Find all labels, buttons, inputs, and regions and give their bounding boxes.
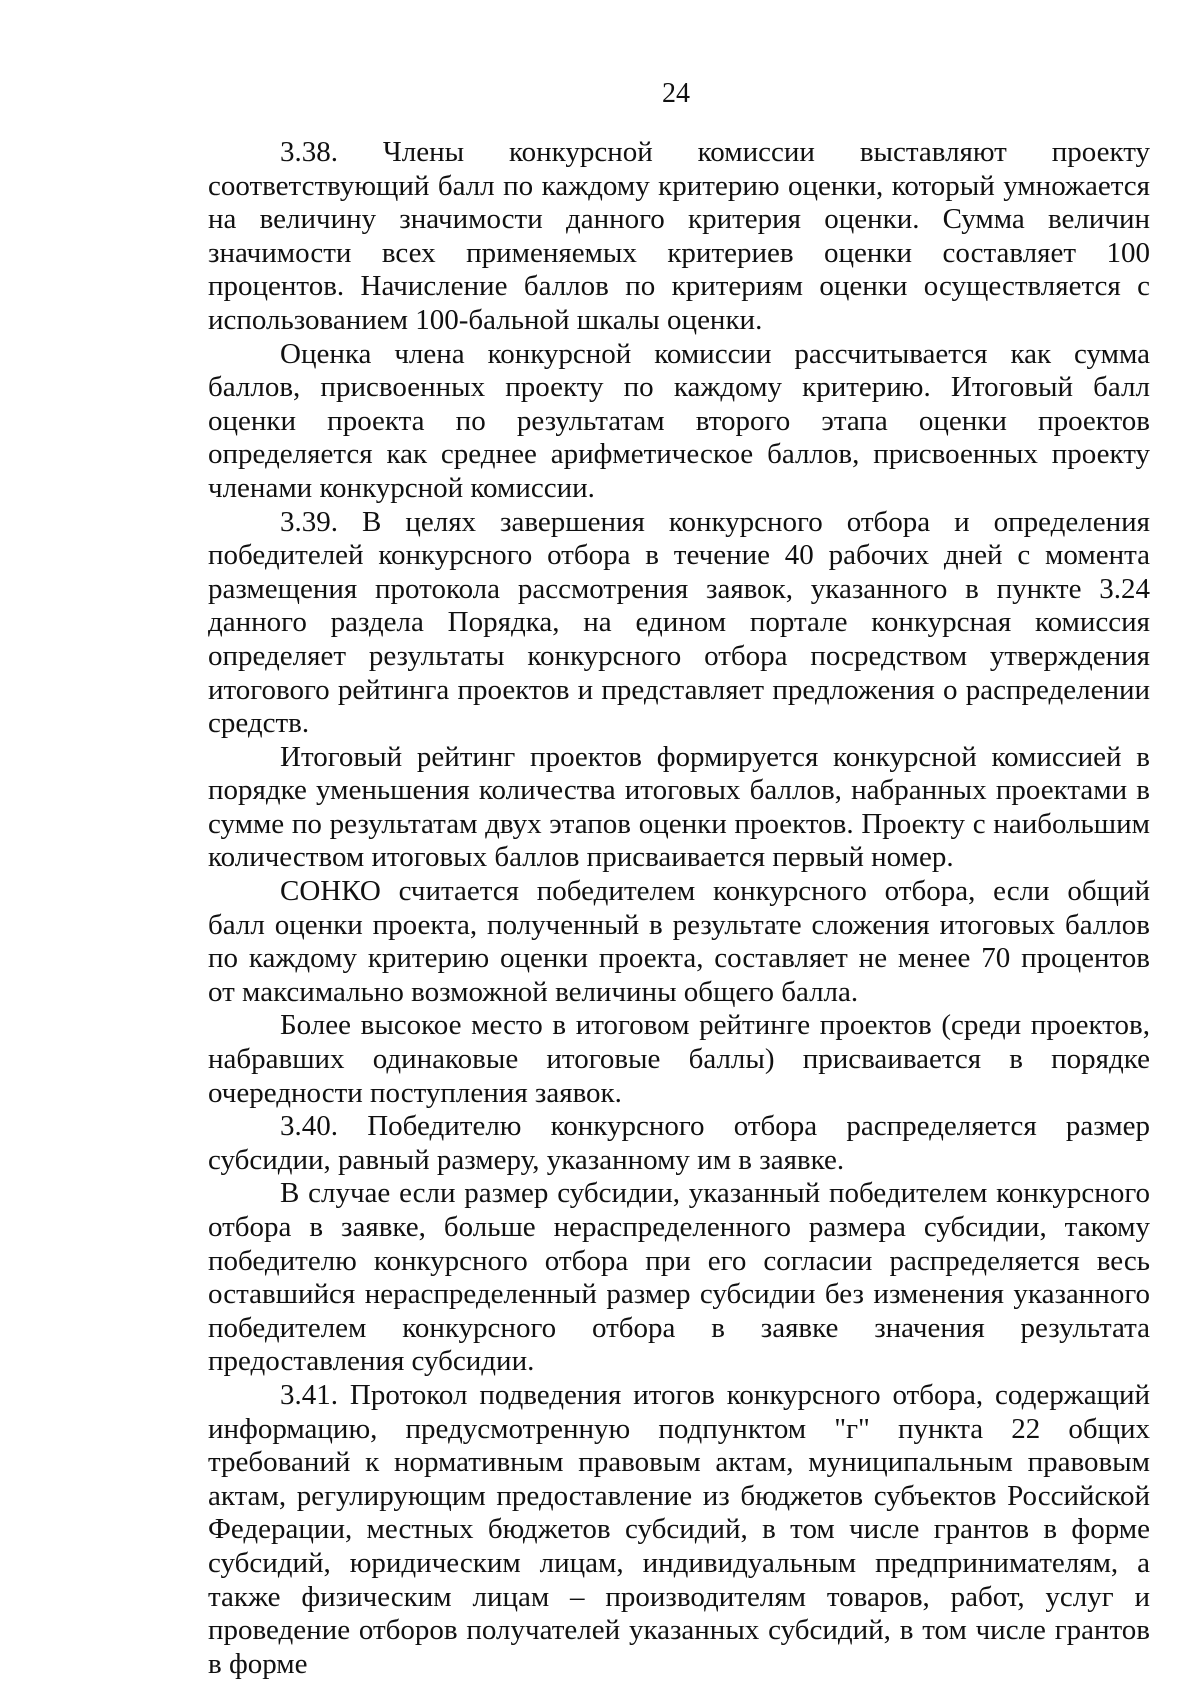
page-number: 24 xyxy=(662,78,690,109)
paragraph-winner: СОНКО считается победителем конкурсного отбора, если общий балл оценки проекта, полученный в результате сложения итоговых баллов по каждому критерию оценки проекта, составляет не менее 70 процентов от максимально возможной величины общего балла. xyxy=(208,875,1150,1008)
paragraph-3-41: 3.41. Протокол подведения итогов конкурсного отбора, содержащий информацию, предусмотренную подпунктом "г" пункта 22 общих требований к нормативным правовым актам, муниципальным правовым актам, регулирующим предоставление из бюджетов субъектов Российской Федерации, местных бюджетов субсидий, в том числе грантов в форме субсидий, юридическим лицам, индивидуальным предпринимателям, а также физическим лицам – производителям товаров, работ, услуг и проведение отборов получателей указанных субсидий, в том числе грантов в форме xyxy=(208,1378,1150,1680)
paragraph-3-38: 3.38. Члены конкурсной комиссии выставляют проекту соответствующий балл по каждому критерию оценки, который умножается на величину значимости данного критерия оценки. Сумма величин значимости всех применяемых критериев оценки составляет 100 процентов. Начисление баллов по критериям оценки осуществляется с использованием 100-бальной шкалы оценки. xyxy=(208,136,1150,336)
paragraph-evaluation: Оценка члена конкурсной комиссии рассчитывается как сумма баллов, присвоенных проекту по каждому критерию. Итоговый балл оценки проекта по результатам второго этапа оценки проектов определяется как среднее арифметическое баллов, присвоенных проекту членами конкурсной комиссии. xyxy=(208,337,1150,504)
paragraph-3-39: 3.39. В целях завершения конкурсного отбора и определения победителей конкурсного отбора в течение 40 рабочих дней с момента размещения протокола рассмотрения заявок, указанного в пункте 3.24 данного раздела Порядка, на едином портале конкурсная комиссия определяет результаты конкурсного отбора посредством утверждения итогового рейтинга проектов и представляет предложения о распределении средств. xyxy=(208,505,1150,740)
paragraph-rating: Итоговый рейтинг проектов формируется конкурсной комиссией в порядке уменьшения количества итоговых баллов, набранных проектами в сумме по результатам двух этапов оценки проектов. Проекту с наибольшим количеством итоговых баллов присваивается первый номер. xyxy=(208,740,1150,874)
document-body xyxy=(208,136,1150,1681)
paragraph-remaining-subsidy: В случае если размер субсидии, указанный победителем конкурсного отбора в заявке, больше нераспределенного размера субсидии, такому победителю конкурсного отбора при его согласии распределяется весь оставшийся нераспределенный размер субсидии без изменения указанного победителем конкурсного отбора в заявке значения результата предоставления субсидии. xyxy=(208,1177,1150,1378)
paragraph-priority: Более высокое место в итоговом рейтинге проектов (среди проектов, набравших одинаковые итоговые баллы) присваивается в порядке очередности поступления заявок. xyxy=(208,1009,1150,1109)
paragraph-3-40: 3.40. Победителю конкурсного отбора распределяется размер субсидии, равный размеру, указанному им в заявке. xyxy=(208,1110,1150,1176)
